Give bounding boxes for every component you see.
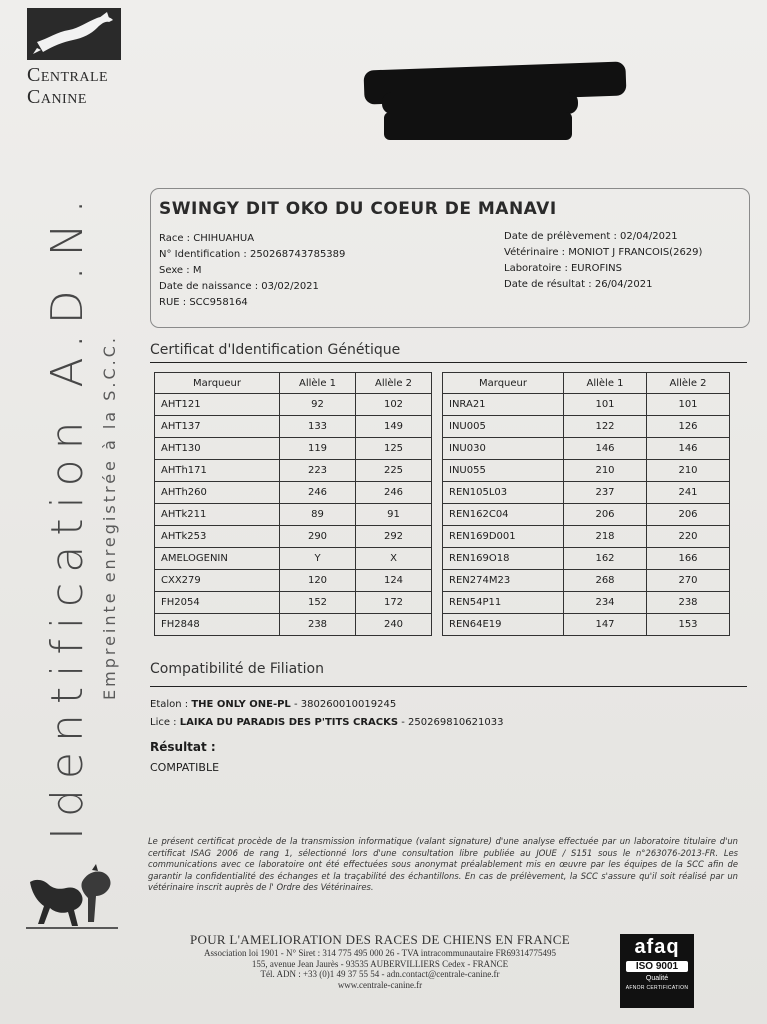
header-marker: Marqueur — [155, 373, 280, 394]
allele1-cell: 122 — [564, 416, 647, 438]
footer-address: 155, avenue Jean Jaurès - 93535 AUBERVILLIERS Cedex - FRANCE — [251, 958, 509, 969]
table-row — [443, 460, 730, 482]
allele1-cell: 238 — [280, 614, 356, 636]
redaction-block — [382, 92, 578, 114]
header-allele1: Allèle 1 — [280, 373, 356, 394]
allele2-cell: 270 — [647, 570, 730, 592]
footer-tagline: POUR L'AMELIORATION DES RACES DE CHIENS EN FRANCE — [190, 932, 570, 947]
afaq-cert: AFNOR CERTIFICATION — [625, 985, 689, 991]
laboratory: Laboratoire : EUROFINS — [504, 263, 622, 274]
allele2-cell: 146 — [647, 438, 730, 460]
marker-cell: REN54P11 — [443, 592, 564, 614]
table-row — [443, 416, 730, 438]
table-row — [155, 570, 432, 592]
dam-label: Lice : — [150, 717, 180, 728]
table-row — [155, 614, 432, 636]
allele2-cell: 153 — [647, 614, 730, 636]
side-title: Identification A.D.N. — [42, 189, 93, 840]
side-subtitle: Empreinte enregistrée à la S.C.C. — [100, 335, 119, 700]
allele2-cell: 102 — [356, 394, 432, 416]
marker-cell: REN169O18 — [443, 548, 564, 570]
dog-info-box — [150, 188, 750, 328]
marker-table-left — [154, 372, 432, 636]
table-row — [443, 394, 730, 416]
allele1-cell: 120 — [280, 570, 356, 592]
allele2-cell: 241 — [647, 482, 730, 504]
allele2-cell: 246 — [356, 482, 432, 504]
marker-cell: AHTk211 — [155, 504, 280, 526]
marker-cell: REN169D001 — [443, 526, 564, 548]
marker-cell: AHTk253 — [155, 526, 280, 548]
table-row — [155, 482, 432, 504]
table-row — [443, 526, 730, 548]
table-row — [443, 592, 730, 614]
afaq-iso-logo-icon — [620, 934, 694, 1008]
result-label: Résultat : — [150, 740, 216, 754]
table-row — [155, 460, 432, 482]
birth-date: Date de naissance : 03/02/2021 — [159, 281, 319, 292]
section-divider — [150, 362, 747, 363]
allele2-cell: 124 — [356, 570, 432, 592]
dam-id: - 250269810621033 — [398, 717, 504, 728]
table-row — [155, 394, 432, 416]
brand-name — [27, 64, 137, 108]
identification-number: N° Identification : 250268743785389 — [159, 249, 346, 260]
dog-info-left — [159, 231, 345, 311]
sire-id: - 380260010019245 — [290, 699, 397, 710]
marker-table-right — [442, 372, 730, 636]
marker-cell: REN64E19 — [443, 614, 564, 636]
marker-cell: REN105L03 — [443, 482, 564, 504]
allele1-cell: 147 — [564, 614, 647, 636]
dam-line — [150, 717, 503, 728]
header-allele2: Allèle 2 — [647, 373, 730, 394]
allele2-cell: 210 — [647, 460, 730, 482]
veterinarian: Vétérinaire : MONIOT J FRANCOIS(2629) — [504, 247, 703, 258]
rue-number: RUE : SCC958164 — [159, 297, 248, 308]
sire-name: THE ONLY ONE-PL — [191, 699, 291, 710]
allele2-cell: 225 — [356, 460, 432, 482]
sample-date: Date de prélèvement : 02/04/2021 — [504, 231, 678, 242]
allele2-cell: 238 — [647, 592, 730, 614]
marker-cell: AHTh171 — [155, 460, 280, 482]
brand-line1: Centrale — [27, 64, 109, 86]
allele2-cell: 292 — [356, 526, 432, 548]
allele1-cell: 92 — [280, 394, 356, 416]
marker-cell: REN274M23 — [443, 570, 564, 592]
marker-cell: INU030 — [443, 438, 564, 460]
marker-cell: INRA21 — [443, 394, 564, 416]
table-row — [155, 504, 432, 526]
allele1-cell: 133 — [280, 416, 356, 438]
table-row — [155, 526, 432, 548]
marker-cell: FH2054 — [155, 592, 280, 614]
header-allele1: Allèle 1 — [564, 373, 647, 394]
header-allele2: Allèle 2 — [356, 373, 432, 394]
marker-cell: AMELOGENIN — [155, 548, 280, 570]
sire-label: Etalon : — [150, 699, 192, 710]
filiation-section-title: Compatibilité de Filiation — [150, 661, 324, 677]
table-row — [155, 592, 432, 614]
footer-website: www.centrale-canine.fr — [337, 979, 423, 990]
allele1-cell: 210 — [564, 460, 647, 482]
allele1-cell: 234 — [564, 592, 647, 614]
table-row — [155, 548, 432, 570]
afaq-name: afaq — [634, 936, 680, 958]
allele1-cell: 237 — [564, 482, 647, 504]
allele2-cell: 172 — [356, 592, 432, 614]
allele1-cell: 268 — [564, 570, 647, 592]
marker-cell: AHTh260 — [155, 482, 280, 504]
table-row — [443, 570, 730, 592]
allele1-cell: 246 — [280, 482, 356, 504]
marker-cell: REN162C04 — [443, 504, 564, 526]
allele2-cell: 101 — [647, 394, 730, 416]
brand-line2: Canine — [27, 86, 87, 108]
dog-name: SWINGY DIT OKO DU COEUR DE MANAVI — [159, 199, 557, 219]
footer-contact: Tél. ADN : +33 (0)1 49 37 55 54 - adn.contact@centrale-canine.fr — [260, 969, 500, 979]
marker-cell: AHT137 — [155, 416, 280, 438]
table-row — [443, 504, 730, 526]
allele1-cell: 206 — [564, 504, 647, 526]
table-header-row — [155, 373, 432, 394]
footer-association: Association loi 1901 - N° Siret : 314 775 495 000 26 - TVA intracommunautaire FR69314775495 — [204, 948, 556, 958]
table-row — [155, 416, 432, 438]
allele2-cell: 240 — [356, 614, 432, 636]
allele2-cell: 125 — [356, 438, 432, 460]
redaction-block — [384, 112, 572, 140]
marker-cell: FH2848 — [155, 614, 280, 636]
allele1-cell: 146 — [564, 438, 647, 460]
afaq-quality: Qualité — [645, 975, 669, 982]
certificate-section-title: Certificat d'Identification Génétique — [150, 342, 401, 358]
sex: Sexe : M — [159, 265, 202, 276]
allele2-cell: X — [356, 548, 432, 570]
allele2-cell: 206 — [647, 504, 730, 526]
dam-name: LAIKA DU PARADIS DES P'TITS CRACKS — [179, 717, 399, 728]
table-row — [443, 614, 730, 636]
allele1-cell: 101 — [564, 394, 647, 416]
allele1-cell: 223 — [280, 460, 356, 482]
footer — [160, 932, 600, 990]
allele1-cell: 89 — [280, 504, 356, 526]
marker-cell: CXX279 — [155, 570, 280, 592]
allele2-cell: 126 — [647, 416, 730, 438]
section-divider — [150, 686, 747, 687]
marker-cell: INU005 — [443, 416, 564, 438]
header-marker: Marqueur — [443, 373, 564, 394]
table-row — [155, 438, 432, 460]
result-value: COMPATIBLE — [150, 761, 220, 774]
legal-notice: Le présent certificat procède de la transmission informatique (valant signature) d'une analyse effectuée par un laboratoire titulaire d'un certificat ISAG 2006 de rang 1, sélectionné lors d'une consultation libre publiée au JOUE / S151 sous le n°263076-2013-FR. Les communications avec ce laboratoire ont été effectuées sous anonymat préalablement mis en œuvre par les équipes de la SCC afin de garantir la confidentialité des échanges et la traçabilité des échantillons. En cas de prélèvement, la SCC s'assure qu'il soit réalisé par un vétérinaire inscrit auprès de l' Ordre des Vétérinaires. — [148, 836, 738, 892]
allele1-cell: Y — [280, 548, 356, 570]
marker-cell: AHT121 — [155, 394, 280, 416]
allele1-cell: 290 — [280, 526, 356, 548]
dog-pair-illustration-icon — [22, 862, 122, 938]
allele1-cell: 119 — [280, 438, 356, 460]
table-row — [443, 438, 730, 460]
afaq-iso: ISO 9001 — [626, 961, 688, 972]
allele1-cell: 162 — [564, 548, 647, 570]
allele1-cell: 152 — [280, 592, 356, 614]
allele2-cell: 91 — [356, 504, 432, 526]
marker-cell: INU055 — [443, 460, 564, 482]
table-row — [443, 548, 730, 570]
sire-line — [150, 699, 396, 710]
table-row — [443, 482, 730, 504]
running-dog-logo-icon — [27, 8, 121, 60]
allele2-cell: 220 — [647, 526, 730, 548]
result-date: Date de résultat : 26/04/2021 — [504, 279, 653, 290]
allele2-cell: 149 — [356, 416, 432, 438]
allele1-cell: 218 — [564, 526, 647, 548]
dog-info-right — [504, 229, 702, 293]
allele2-cell: 166 — [647, 548, 730, 570]
marker-cell: AHT130 — [155, 438, 280, 460]
race: Race : CHIHUAHUA — [159, 233, 255, 244]
table-header-row — [443, 373, 730, 394]
